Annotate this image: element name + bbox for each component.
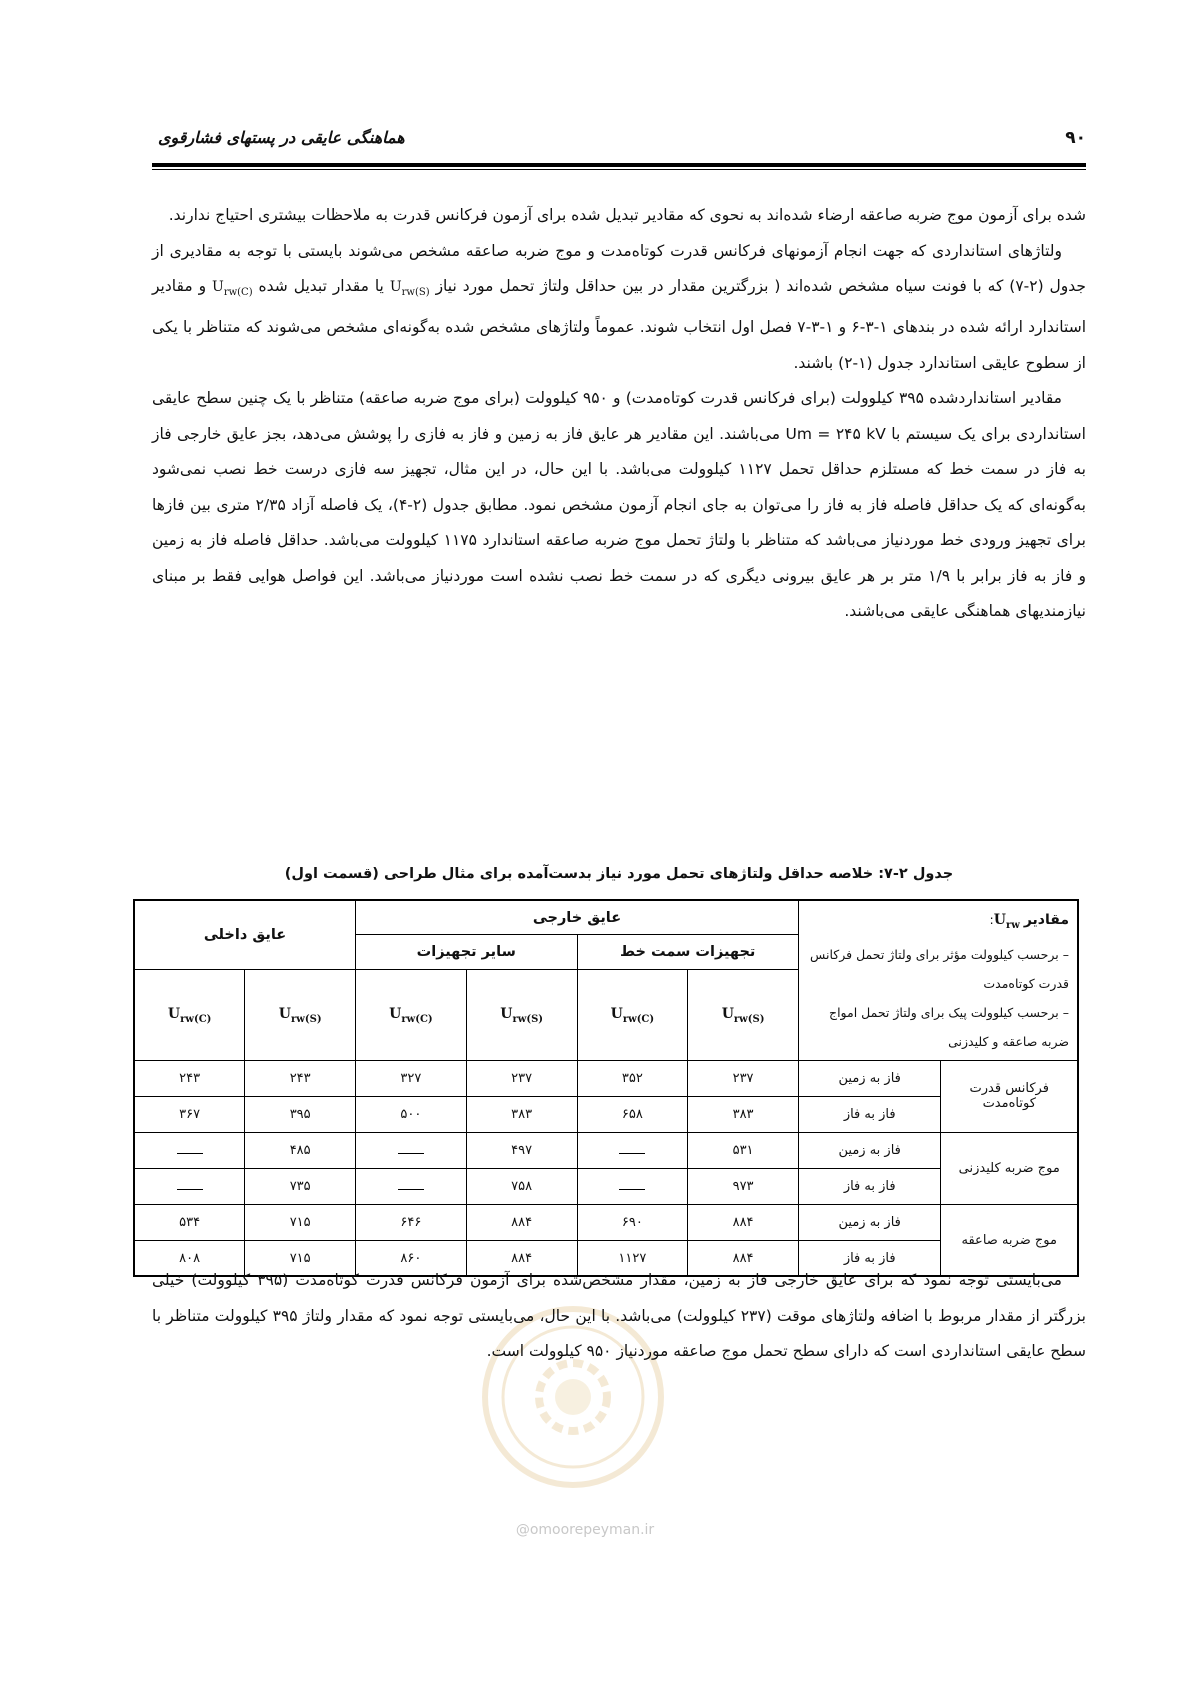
cell-value: ۷۵۸ xyxy=(466,1168,577,1204)
page-number: ۹۰ xyxy=(1065,128,1086,148)
paragraph: شده برای آزمون موج ضربه صاعقه ارضاء شده‌اند به نحوی که مقادیر تبدیل شده برای آزمون فرکانس قدرت به ملاحظات بیشتری احتیاج ندارند. xyxy=(168,206,1086,224)
cell-value: ۳۵۲ xyxy=(577,1060,688,1096)
urw-symbol: $U_{rw}$ xyxy=(993,912,1020,931)
cell-value: ۵۳۱ xyxy=(688,1132,799,1168)
cell-value: ۸۶۰ xyxy=(356,1240,467,1276)
cell-value: ۷۱۵ xyxy=(245,1240,356,1276)
internal-insulation-header: عایق داخلی xyxy=(134,900,356,970)
cell-value: ۲۴۳ xyxy=(134,1060,245,1096)
category-label: موج ضربه صاعقه xyxy=(941,1204,1078,1276)
running-title: هماهنگی عایقی در پستهای فشارقوی xyxy=(158,128,405,147)
paragraph xyxy=(152,381,1086,630)
table-row xyxy=(134,1096,1078,1132)
body-text-upper xyxy=(152,198,1086,630)
table-caption: جدول ۲-۷: خلاصه حداقل ولتاژهای تحمل مورد نیاز بدست‌آمده برای مثال طراحی (قسمت اول) xyxy=(284,866,954,882)
cell-value: ۳۸۳ xyxy=(688,1096,799,1132)
paragraph-segment: یا مقدار تبدیل شده xyxy=(258,277,384,295)
cell-value: ۱۱۲۷ xyxy=(577,1240,688,1276)
cell-value: ۹۷۳ xyxy=(688,1168,799,1204)
table-row xyxy=(134,1168,1078,1204)
cell-value: ۸۰۸ xyxy=(134,1240,245,1276)
cell-value: ۲۴۳ xyxy=(245,1060,356,1096)
stress-type: فاز به فاز xyxy=(798,1096,941,1132)
cell-value: ۶۵۸ xyxy=(577,1096,688,1132)
cell-value: ۲۳۷ xyxy=(688,1060,799,1096)
empty-cell xyxy=(577,1132,688,1168)
paragraph-segment: و مقادیر استاندارد ارائه شده در بندهای ۱-۳-۶ و ۱-۳-۷ فصل اول انتخاب شوند. عموماً ولتاژهای مشخص شده به‌گونه‌ای مشخص می‌شوند که متناظر با یکی از سطوح عایقی استاندارد جدول (۱-۲) باشند. xyxy=(152,277,1087,372)
col-urw-c: $U_{rw(C)}$ xyxy=(356,970,467,1060)
line-side-header: تجهیزات سمت خط xyxy=(577,935,798,970)
cell-value: ۳۲۷ xyxy=(356,1060,467,1096)
body-text-lower xyxy=(152,1263,1086,1370)
urw-c-symbol: $U_{rw(C)}$ xyxy=(212,279,253,298)
paragraph: می‌بایستی توجه نمود که برای عایق خارجی فاز به زمین، مقدار مشخص‌شده برای آزمون فرکانس قدرت کوتاه‌مدت (۳۹۵ کیلوولت) خیلی بزرگتر از مقدار مربوط با اضافه ولتاژهای موقت (۲۳۷ کیلوولت) می‌باشد. با این حال، می‌بایستی توجه نمود که مقدار ولتاژ ۳۹۵ کیلوولت متناظر با سطح عایقی استانداردی است که دارای سطح تحمل موج صاعقه موردنیاز ۹۵۰ کیلوولت است. xyxy=(152,1271,1086,1360)
page-header xyxy=(152,128,1086,156)
stress-type: فاز به زمین xyxy=(798,1060,941,1096)
cell-value: ۶۴۶ xyxy=(356,1204,467,1240)
external-insulation-header: عایق خارجی xyxy=(356,900,799,935)
cell-value: ۸۸۴ xyxy=(466,1240,577,1276)
urw-s-symbol: $U_{rw(S)}$ xyxy=(389,279,430,298)
watermark-text: @omoorepeyman.ir xyxy=(515,1522,655,1538)
cell-value: ۳۶۷ xyxy=(134,1096,245,1132)
col-urw-s: $U_{rw(S)}$ xyxy=(466,970,577,1060)
table-row xyxy=(134,1204,1078,1240)
stress-type: فاز به فاز xyxy=(798,1240,941,1276)
empty-cell xyxy=(134,1168,245,1204)
paragraph-segment: می‌باشند. این مقادیر هر عایق فاز به زمین و فاز به فازی را پوشش می‌دهد، بجز عایق خارجی فاز به فاز در سمت خط که مستلزم حداقل تحمل ۱۱۲۷ کیلوولت می‌باشد. با این حال، در این مثال، تجهیز سه فازی درست خط نصب نمی‌شود به‌گونه‌ای که یک حداقل فاصله فاز به فاز را می‌توان به جای انجام آزمون مشخص نمود. مطابق جدول (۲-۴)، یک فاصله آزاد ۲/۳۵ متری بین فازها برای تجهیز ورودی خط موردنیاز می‌باشد که متناظر با ولتاژ تحمل موج ضربه صاعقه استاندارد ۱۱۷۵ کیلوولت می‌باشد. حداقل فاصله فاز به زمین و فاز به فاز برابر با ۱/۹ متر بر هر عایق بیرونی دیگری که در سمت خط نصب نشده است موردنیاز می‌باشد. این فواصل هوایی فقط بر مبنای نیازمندیهای هماهنگی عایقی می‌باشند. xyxy=(152,424,1086,621)
stress-type: فاز به زمین xyxy=(798,1132,941,1168)
header-rule-thin xyxy=(152,169,1086,170)
category-label: موج ضربه کلیدزنی xyxy=(941,1132,1078,1204)
other-equipment-header: سایر تجهیزات xyxy=(356,935,577,970)
cell-value: ۵۰۰ xyxy=(356,1096,467,1132)
col-urw-c: $U_{rw(C)}$ xyxy=(134,970,245,1060)
cell-value: ۷۱۵ xyxy=(245,1204,356,1240)
category-label: فرکانس قدرت کوتاه‌مدت xyxy=(941,1060,1078,1132)
empty-cell xyxy=(134,1132,245,1168)
paragraph-segment: ولتاژهای استانداردی که جهت انجام آزمونهای فرکانس قدرت کوتاه‌مدت و موج ضربه صاعقه مشخص می‌شوند بایستی با توجه به مقادیری از جدول (۲-۷) که با فونت سیاه مشخص شده‌اند ( بزرگترین مقدار در بین حداقل ولتاژ تحمل مورد نیاز xyxy=(152,241,1087,295)
table-row xyxy=(134,1060,1078,1096)
empty-cell xyxy=(577,1168,688,1204)
cell-value: ۴۸۵ xyxy=(245,1132,356,1168)
um-value: Um = ۲۴۵ kV xyxy=(785,424,886,443)
empty-cell xyxy=(356,1168,467,1204)
cell-value: ۸۸۴ xyxy=(466,1204,577,1240)
units-note: مقادیر $U_{rw}$: – برحسب کیلوولت مؤثر برای ولتاژ تحمل فرکانس قدرت کوتاه‌مدت – برحسب کیلوولت پیک برای ولتاژ تحمل امواج ضربه صاعقه و کلیدزنی xyxy=(798,900,1078,1060)
col-urw-s: $U_{rw(S)}$ xyxy=(245,970,356,1060)
cell-value: ۸۸۴ xyxy=(688,1240,799,1276)
cell-value: ۶۹۰ xyxy=(577,1204,688,1240)
cell-value: ۲۳۷ xyxy=(466,1060,577,1096)
cell-value: ۵۳۴ xyxy=(134,1204,245,1240)
cell-value: ۷۳۵ xyxy=(245,1168,356,1204)
table-row xyxy=(134,1132,1078,1168)
stress-type: فاز به فاز xyxy=(798,1168,941,1204)
withstand-voltage-table xyxy=(133,899,1079,1277)
cell-value: ۳۸۳ xyxy=(466,1096,577,1132)
cell-value: ۸۸۴ xyxy=(688,1204,799,1240)
paragraph-segment: مقادیر استانداردشده ۳۹۵ کیلوولت (برای فرکانس قدرت کوتاه‌مدت) و ۹۵۰ کیلوولت (برای موج ضربه صاعقه) متناظر با یک چنین سطح عایقی استانداردی برای یک سیستم با xyxy=(152,389,1086,443)
cell-value: ۴۹۷ xyxy=(466,1132,577,1168)
col-urw-c: $U_{rw(C)}$ xyxy=(577,970,688,1060)
header-rule xyxy=(152,163,1086,167)
cell-value: ۳۹۵ xyxy=(245,1096,356,1132)
stress-type: فاز به زمین xyxy=(798,1204,941,1240)
empty-cell xyxy=(356,1132,467,1168)
col-urw-s: $U_{rw(S)}$ xyxy=(688,970,799,1060)
paragraph xyxy=(152,234,1086,382)
